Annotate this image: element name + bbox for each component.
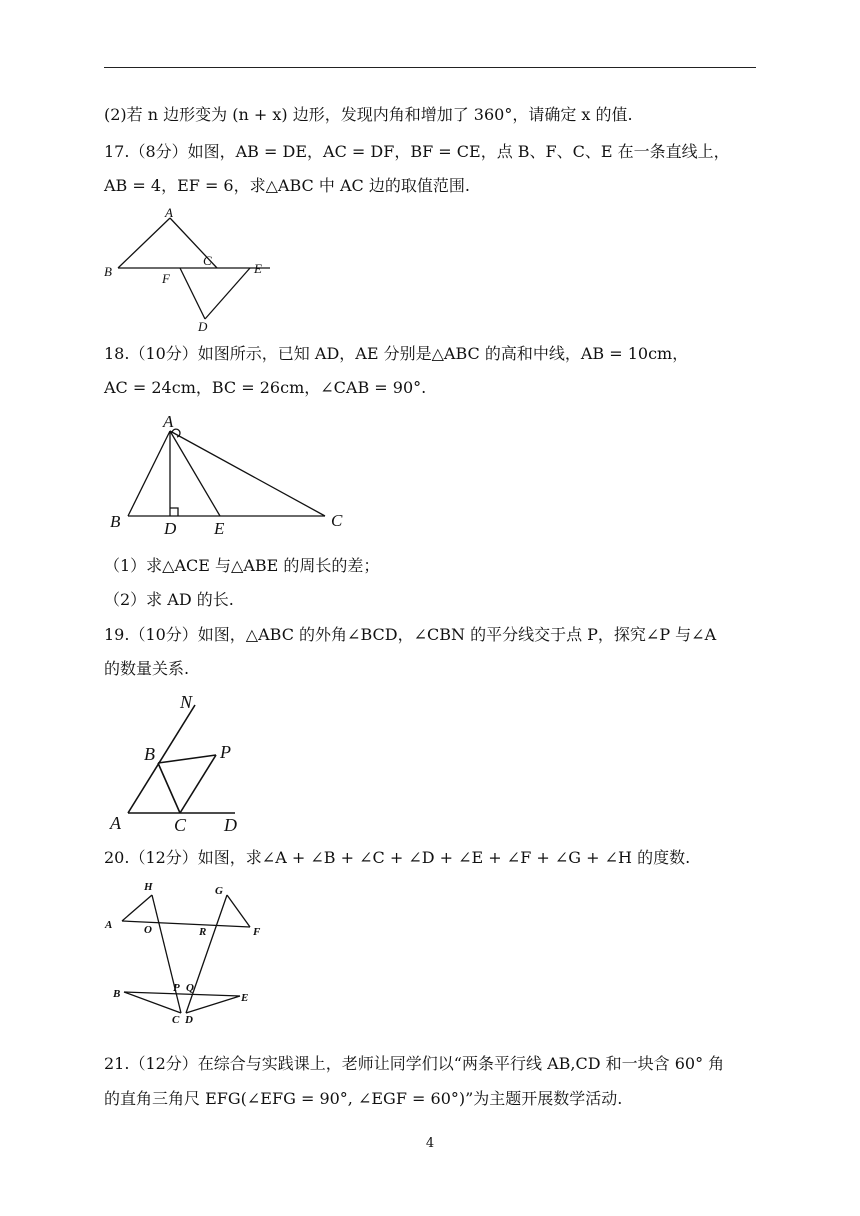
q20-text: 20.（12分）如图，求∠A + ∠B + ∠C + ∠D + ∠E + ∠F + ∠G + ∠H 的度数. — [104, 848, 691, 867]
fig17-label-d: D — [198, 319, 208, 334]
fig18-label-a: A — [163, 412, 174, 431]
q19-text-line1: 19.（10分）如图，△ABC 的外角∠BCD，∠CBN 的平分线交于点 P，探究∠P 与∠A — [104, 625, 717, 644]
fig20-label-h: H — [144, 881, 153, 893]
q21-text-line1: 21.（12分）在综合与实践课上，老师让同学们以“两条平行线 AB,CD 和一块含 60° 角 — [104, 1054, 725, 1073]
fig20-label-p: P — [173, 982, 180, 994]
fig19-label-b: B — [144, 744, 155, 764]
q18-text-line2: AC = 24cm，BC = 26cm，∠CAB = 90°. — [104, 378, 427, 397]
fig17-label-e: E — [254, 261, 262, 276]
fig20-label-d: D — [185, 1014, 193, 1025]
q20-figure — [100, 875, 280, 1025]
fig19-label-c: C — [174, 815, 187, 835]
fig20-label-f: F — [253, 926, 261, 938]
fig18-label-e: E — [214, 519, 225, 538]
q16-part2-text: (2)若 n 边形变为 (n + x) 边形，发现内角和增加了 360°，请确定 x 的值. — [104, 105, 633, 124]
fig17-label-b: B — [104, 264, 112, 279]
fig19-label-a: A — [110, 813, 121, 833]
header-rule — [104, 67, 756, 68]
q17-text-line1: 17.（8分）如图，AB = DE，AC = DF，BF = CE，点 B、F、C、E 在一条直线上， — [104, 142, 730, 161]
fig20-label-a: A — [105, 919, 113, 931]
fig17-label-a: A — [165, 205, 173, 220]
fig18-label-d: D — [164, 519, 177, 538]
q17-text-line2: AB = 4，EF = 6，求△ABC 中 AC 边的取值范围. — [104, 176, 470, 195]
fig19-label-p: P — [220, 742, 231, 762]
q18-figure — [100, 405, 360, 540]
fig20-label-r: R — [199, 926, 207, 938]
fig20-label-e: E — [241, 992, 249, 1004]
fig17-label-c: C — [203, 253, 212, 268]
fig18-label-c: C — [331, 511, 343, 530]
fig20-label-o: O — [144, 924, 152, 936]
fig20-label-g: G — [215, 885, 223, 897]
q19-text-line2: 的数量关系. — [104, 659, 190, 678]
fig17-label-f: F — [162, 271, 170, 286]
q21-text-line2: 的直角三角尺 EFG(∠EFG = 90°, ∠EGF = 60°)”为主题开展数学活动. — [104, 1089, 623, 1108]
q19-figure — [100, 688, 260, 838]
fig19-label-n: N — [180, 692, 193, 712]
fig20-label-q: Q — [186, 982, 194, 994]
fig20-label-b: B — [113, 988, 121, 1000]
fig18-label-b: B — [110, 512, 121, 531]
q18-part1-text: （1）求△ACE 与△ABE 的周长的差； — [104, 556, 380, 575]
q18-part2-text: （2）求 AD 的长. — [104, 590, 234, 609]
q18-text-line1: 18.（10分）如图所示，已知 AD，AE 分别是△ABC 的高和中线，AB = 10cm， — [104, 344, 689, 363]
page-number: 4 — [425, 1136, 435, 1151]
fig20-label-c: C — [172, 1014, 180, 1025]
fig19-label-d: D — [224, 815, 237, 835]
q17-figure — [100, 205, 280, 335]
